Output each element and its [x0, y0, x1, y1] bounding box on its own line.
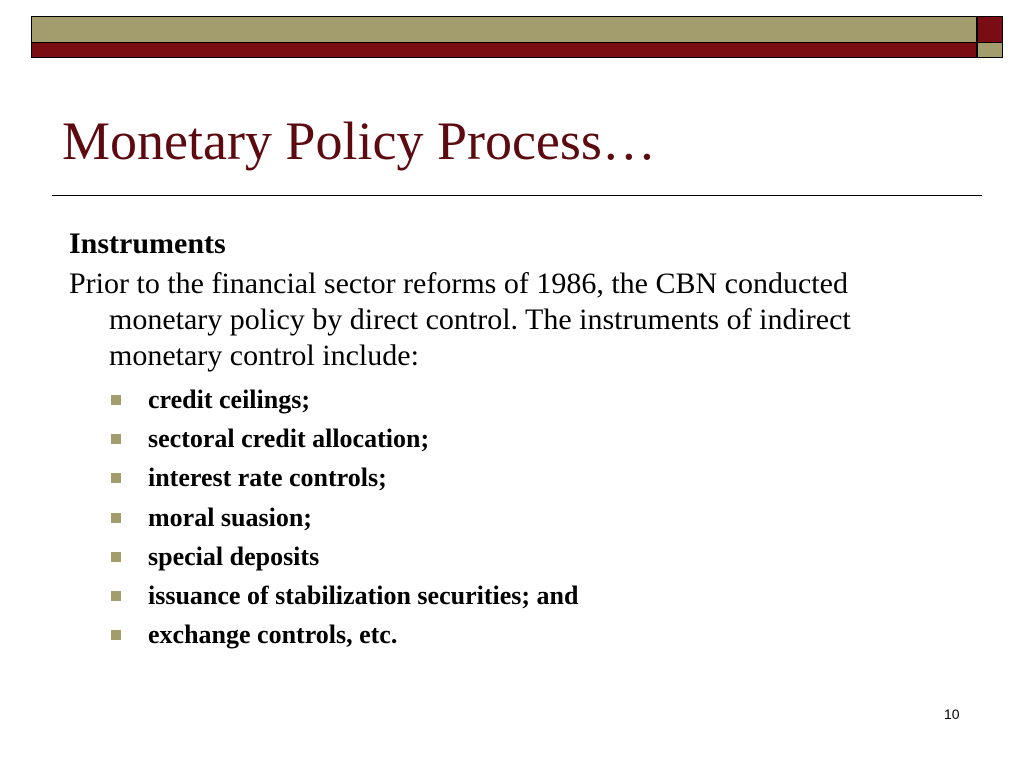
square-bullet-icon — [111, 395, 121, 405]
list-item — [111, 616, 949, 655]
list-item-label: credit ceilings; — [148, 384, 310, 414]
banner-maroon-stripe — [32, 43, 976, 57]
section-heading: Instruments — [69, 227, 226, 260]
list-item-label: interest rate controls; — [148, 463, 387, 493]
list-item — [111, 537, 949, 576]
slide-body — [69, 226, 949, 655]
square-bullet-icon — [111, 591, 121, 601]
page-number: 10 — [944, 706, 960, 722]
header-banner — [31, 16, 977, 58]
title-divider — [52, 195, 982, 196]
list-item-label: moral suasion; — [148, 502, 312, 532]
square-bullet-icon — [111, 434, 121, 444]
corner-olive-block — [978, 43, 1002, 57]
square-bullet-icon — [111, 630, 121, 640]
header-corner-block — [977, 16, 1003, 58]
list-item — [111, 498, 949, 537]
list-item-label: exchange controls, etc. — [148, 620, 398, 650]
list-item-label: special deposits — [148, 541, 320, 571]
slide-title: Monetary Policy Process… — [62, 111, 656, 171]
list-item — [111, 380, 949, 419]
banner-olive-stripe — [32, 17, 976, 43]
square-bullet-icon — [111, 473, 121, 483]
list-item — [111, 459, 949, 498]
list-item-label: sectoral credit allocation; — [148, 423, 430, 453]
square-bullet-icon — [111, 552, 121, 562]
intro-paragraph: Prior to the financial sector reforms of 1986, the CBN conducted monetary policy by direct control. The instruments of indirect monetary control include: — [69, 267, 851, 372]
square-bullet-icon — [111, 513, 121, 523]
list-item — [111, 419, 949, 458]
list-item — [111, 576, 949, 615]
instrument-list — [69, 380, 949, 655]
list-item-label: issuance of stabilization securities; and — [148, 581, 579, 611]
corner-maroon-block — [978, 17, 1002, 43]
